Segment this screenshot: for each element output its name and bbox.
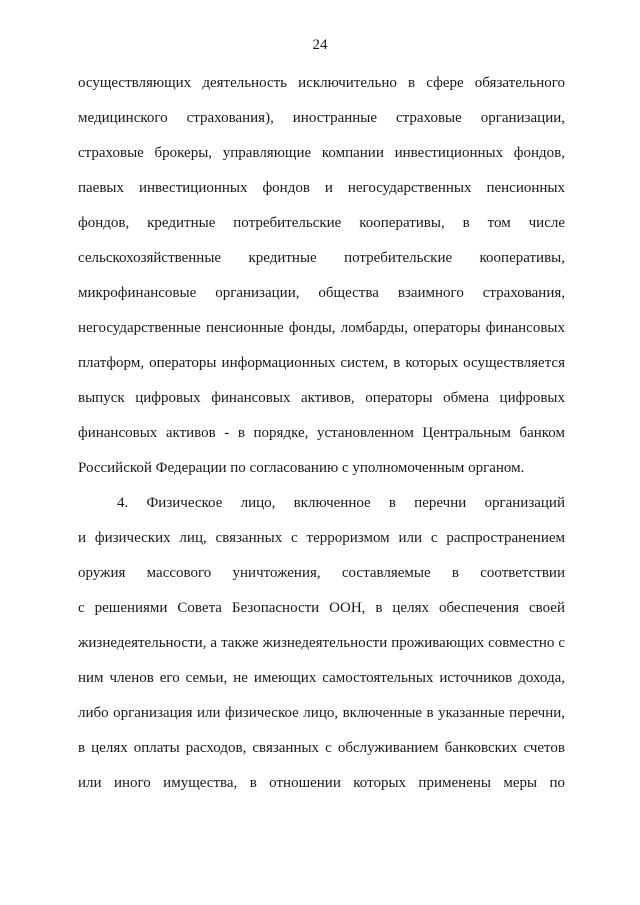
text-line: негосударственные пенсионные фонды, ломбарды, операторы финансовых xyxy=(78,320,565,336)
text-line: жизнедеятельности, а также жизнедеятельности проживающих совместно с xyxy=(78,635,565,651)
text-line: Российской Федерации по согласованию с уполномоченным органом. xyxy=(78,460,525,476)
text-line: страховые брокеры, управляющие компании инвестиционных фондов, xyxy=(78,145,565,161)
text-line: с решениями Совета Безопасности ООН, в целях обеспечения своей xyxy=(78,600,565,616)
text-line: сельскохозяйственные кредитные потребительские кооперативы, xyxy=(78,250,565,266)
text-line: или иного имущества, в отношении которых применены меры по xyxy=(78,775,565,791)
text-line: финансовых активов - в порядке, установленном Центральным банком xyxy=(78,425,565,441)
text-line: ним членов его семьи, не имеющих самостоятельных источников дохода, xyxy=(78,670,565,686)
page-number: 24 xyxy=(312,37,328,53)
text-line: медицинского страхования), иностранные страховые организации, xyxy=(78,110,565,126)
text-line: 4. Физическое лицо, включенное в перечни организаций xyxy=(117,495,565,511)
text-line: микрофинансовые организации, общества взаимного страхования, xyxy=(78,285,565,301)
text-line: и физических лиц, связанных с терроризмом или с распространением xyxy=(78,530,565,546)
text-line: паевых инвестиционных фондов и негосударственных пенсионных xyxy=(78,180,565,196)
text-line: оружия массового уничтожения, составляемые в соответствии xyxy=(78,565,565,581)
text-line: фондов, кредитные потребительские кооперативы, в том числе xyxy=(78,215,565,231)
text-line: выпуск цифровых финансовых активов, операторы обмена цифровых xyxy=(78,390,565,406)
text-line: в целях оплаты расходов, связанных с обслуживанием банковских счетов xyxy=(78,740,565,756)
text-line: либо организация или физическое лицо, включенные в указанные перечни, xyxy=(78,705,565,721)
text-line: платформ, операторы информационных систем, в которых осуществляется xyxy=(78,355,565,371)
text-line: осуществляющих деятельность исключительно в сфере обязательного xyxy=(78,75,565,91)
